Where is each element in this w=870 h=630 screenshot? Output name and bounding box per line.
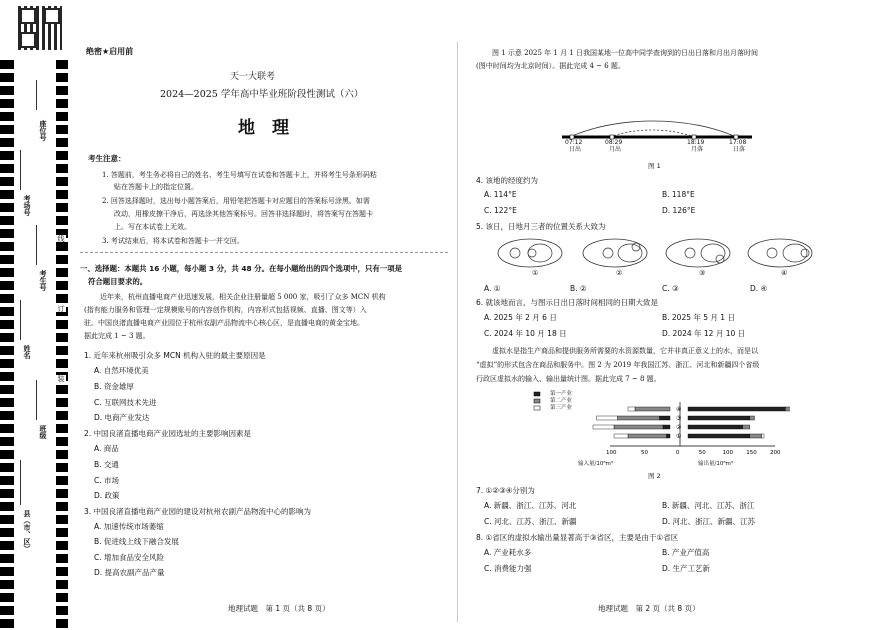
binding-stripe-right: [56, 60, 68, 630]
output-bar: [688, 434, 750, 438]
diagram-number: ②: [616, 269, 623, 277]
option[interactable]: D. 126°E: [662, 206, 696, 215]
page-footer: 地理试题 第 1 页（共 8 页）: [228, 604, 330, 613]
tick-label: 200: [770, 450, 781, 456]
option[interactable]: B. 新疆、河北、江苏、浙江: [662, 501, 755, 510]
x-axis-label: 输出量/10⁸m³: [698, 461, 734, 467]
legend-item: 第三产业: [550, 405, 573, 411]
intro-line: (图中时间均为北京时间）。据此完成 4 ~ 6 题。: [476, 62, 625, 70]
passage-line: (指有能力服务和管理一定规模账号的内容创作机构，内容形式包括视频、直播、图文等）入: [84, 306, 367, 314]
option[interactable]: C. 2024 年 10 月 18 日: [484, 329, 567, 338]
notice-line: 1. 答题前，考生务必将自己的姓名、考生号填写在试卷和答题卡上，并将考生号条形码粘: [102, 171, 377, 179]
question-stem: 8. ①省区的虚拟水输出量显著高于③省区，主要是由于①省区: [476, 533, 679, 542]
input-bar: [614, 425, 663, 429]
diagram-4: [748, 239, 812, 267]
output-bar: [688, 416, 750, 420]
output-bar: [762, 434, 764, 438]
binding-margin: [0, 0, 70, 630]
option[interactable]: B. 2025 年 5 月 1 日: [662, 313, 735, 322]
legend-item: 第二产业: [550, 398, 573, 404]
option[interactable]: C. 122°E: [484, 206, 517, 215]
option[interactable]: A. 商品: [94, 444, 119, 453]
input-bar: [628, 434, 667, 438]
binding-staple: 订: [57, 305, 65, 312]
tick-label: 50: [641, 450, 648, 456]
intro-line: 图 1 示意 2025 年 1 月 1 日我国某地一位高中同学查询到的日出日落和月出月落时间: [492, 49, 758, 57]
binding-line: 线: [57, 235, 65, 242]
field-room: 考场号: [23, 195, 31, 216]
field-name: 姓名: [23, 345, 31, 359]
option[interactable]: B. ②: [570, 284, 587, 293]
tick-label: 0: [676, 450, 680, 456]
category-label: ①: [676, 433, 682, 440]
fig1-time: 17:08: [729, 139, 747, 146]
option[interactable]: B. 资金雄厚: [94, 382, 134, 391]
field-class: 班级: [39, 425, 47, 439]
diagram-number: ③: [699, 269, 706, 277]
fig1-caption: 图 1: [648, 162, 661, 170]
fig2-caption: 图 2: [648, 472, 661, 480]
option[interactable]: A. ①: [484, 284, 501, 293]
question-stem: 4. 该地的经度约为: [476, 176, 539, 185]
option[interactable]: D. 提高农副产品产量: [94, 568, 165, 577]
fig1-time: 07:12: [565, 139, 583, 146]
output-bar: [743, 425, 750, 429]
page-1: [78, 0, 450, 630]
qr-code: [18, 6, 62, 50]
input-bar: [593, 425, 614, 429]
option[interactable]: A. 产业耗水多: [484, 548, 532, 557]
fig1-name: 月出: [609, 146, 622, 153]
sun-arc: [570, 121, 736, 137]
subject-title: 地 理: [238, 118, 289, 138]
org-title: 天一大联考: [230, 72, 276, 82]
field-county: 县（市、区）: [23, 510, 31, 552]
legend-swatch: [534, 392, 540, 396]
question-stem: 2. 中国良渚直播电商产业园选址的主要影响因素是: [84, 429, 252, 438]
passage-line: 虚拟水是指生产商品和提供服务所需要的水资源数量，它并非真正意义上的水，而是以: [492, 347, 758, 355]
secret-label: 绝密★启用前: [86, 47, 134, 56]
input-bar: [618, 416, 660, 420]
field-student-id: 考生号: [39, 270, 47, 291]
page-2: [470, 0, 865, 630]
q5-diagrams: [470, 235, 865, 280]
output-bar: [688, 407, 785, 411]
option[interactable]: C. 互联网技术先进: [94, 398, 157, 407]
option[interactable]: D. 政策: [94, 491, 120, 500]
page-footer: 地理试题 第 2 页（共 8 页）: [598, 604, 700, 613]
option[interactable]: D. 电商产业发达: [94, 413, 150, 422]
input-bar: [660, 416, 671, 420]
notice-line: 上。写在本试卷上无效。: [114, 223, 191, 231]
section-heading: 符合题目要求的。: [88, 277, 148, 286]
option[interactable]: D. ④: [750, 284, 768, 293]
diagram-3: [666, 239, 730, 267]
option[interactable]: B. 118°E: [662, 190, 695, 199]
option[interactable]: A. 自然环境优美: [94, 366, 149, 375]
notice-line: 3. 考试结束后，将本试卷和答题卡一并交回。: [102, 237, 244, 245]
passage-line: 近年来，杭州直播电商产业迅速发展，相关企业注册量超 5 000 家，吸引了众多 MCN 机构: [100, 293, 386, 301]
diagram-number: ①: [532, 269, 539, 277]
notice-line: 贴在答题卡上的指定位置。: [114, 183, 198, 191]
question-stem: 6. 就该地而言，与图示日出日落时间相同的日期大致是: [476, 298, 659, 307]
page-divider: [457, 42, 458, 622]
legend-item: 第一产业: [550, 391, 573, 397]
legend-swatch: [534, 399, 540, 403]
notice-line: 改动，用橡皮擦干净后，再选涂其他答案标号。回答非选择题时，将答案写在答题卡: [114, 210, 373, 218]
option[interactable]: A. 加速传统市场萎缩: [94, 522, 164, 531]
input-bar: [667, 434, 671, 438]
figure-1: [470, 75, 865, 170]
passage-line: 行政区虚拟水的输入、输出量统计图。据此完成 7 ~ 8 题。: [476, 375, 661, 383]
passage-line: 据此完成 1 ~ 3 题。: [84, 332, 150, 340]
legend-swatch: [534, 406, 540, 410]
exam-title: 2024—2025 学年高中毕业班阶段性测试（六）: [160, 89, 364, 100]
option[interactable]: C. 消费能力强: [484, 564, 532, 573]
option[interactable]: C. 市场: [94, 476, 120, 485]
output-bar: [688, 425, 743, 429]
notice-line: 2. 回答选择题时，选出每小题答案后，用铅笔把答题卡对应题目的答案标号涂黑。如需: [102, 197, 370, 205]
binding-stripe: [0, 60, 14, 630]
notice-divider: [80, 252, 448, 253]
output-bar: [785, 407, 790, 411]
tick-label: 100: [722, 450, 733, 456]
diagram-number: ④: [781, 269, 788, 277]
option[interactable]: A. 新疆、浙江、江苏、河北: [484, 501, 577, 510]
option[interactable]: A. 2025 年 2 月 6 日: [484, 313, 557, 322]
x-axis-label: 输入量/10⁸m³: [578, 461, 614, 467]
input-bar: [635, 407, 670, 411]
option[interactable]: C. 河北、江苏、浙江、新疆: [484, 517, 577, 526]
fig1-name: 日出: [569, 146, 582, 153]
input-bar: [628, 407, 635, 411]
option[interactable]: D. 生产工艺新: [662, 564, 711, 573]
option[interactable]: A. 114°E: [484, 190, 517, 199]
section-heading: 一、选择题：本题共 16 小题，每小题 3 分，共 48 分。在每小题给出的四个选项中，只有一项是: [80, 264, 402, 273]
question-stem: 5. 该日，日地月三者的位置关系大致为: [476, 222, 606, 231]
option[interactable]: B. 交通: [94, 460, 119, 469]
option[interactable]: B. 促进线上线下融合发展: [94, 537, 179, 546]
passage-line: 驻。中国良渚直播电商产业园位于杭州农副产品物流中心核心区，是直播电商的黄金宝地。: [84, 319, 364, 327]
category-label: ③: [676, 415, 682, 422]
category-label: ②: [676, 424, 682, 431]
field-seat: 座位号: [39, 120, 47, 141]
question-stem: 7. ①②③④分别为: [476, 486, 535, 495]
diagram-2: [583, 239, 647, 267]
fig1-name: 日落: [733, 146, 746, 153]
question-stem: 1. 近年来杭州吸引众多 MCN 机构入驻的最主要原因是: [84, 351, 266, 360]
fig1-time: 08:29: [605, 139, 623, 146]
option[interactable]: D. 河北、浙江、新疆、江苏: [662, 517, 756, 526]
option[interactable]: B. 产业产值高: [662, 548, 710, 557]
input-bar: [614, 434, 628, 438]
output-bar: [750, 434, 762, 438]
input-bar: [597, 416, 618, 420]
output-bar: [750, 416, 755, 420]
binding-bind: 装: [57, 375, 65, 382]
option[interactable]: C. ③: [662, 284, 679, 293]
diagram-1: [498, 239, 562, 267]
fig1-time: 18:19: [687, 139, 705, 146]
question-stem: 3. 中国良渚直播电商产业园的建设对杭州农副产品物流中心的影响为: [84, 507, 312, 516]
input-bar: [663, 425, 670, 429]
option[interactable]: C. 增加食品安全风险: [94, 553, 165, 562]
option[interactable]: D. 2024 年 12 月 10 日: [662, 329, 746, 338]
notice-title: 考生注意：: [88, 154, 126, 163]
tick-label: 50: [698, 450, 706, 456]
passage-line: “虚拟”的形式包含在商品和服务中。图 2 为 2019 年我国江苏、浙江、河北和新疆四个省级: [476, 361, 760, 369]
fig1-name: 月落: [691, 146, 704, 153]
tick-label: 150: [746, 450, 757, 456]
category-label: ④: [676, 406, 682, 413]
tick-label: 100: [606, 450, 617, 456]
